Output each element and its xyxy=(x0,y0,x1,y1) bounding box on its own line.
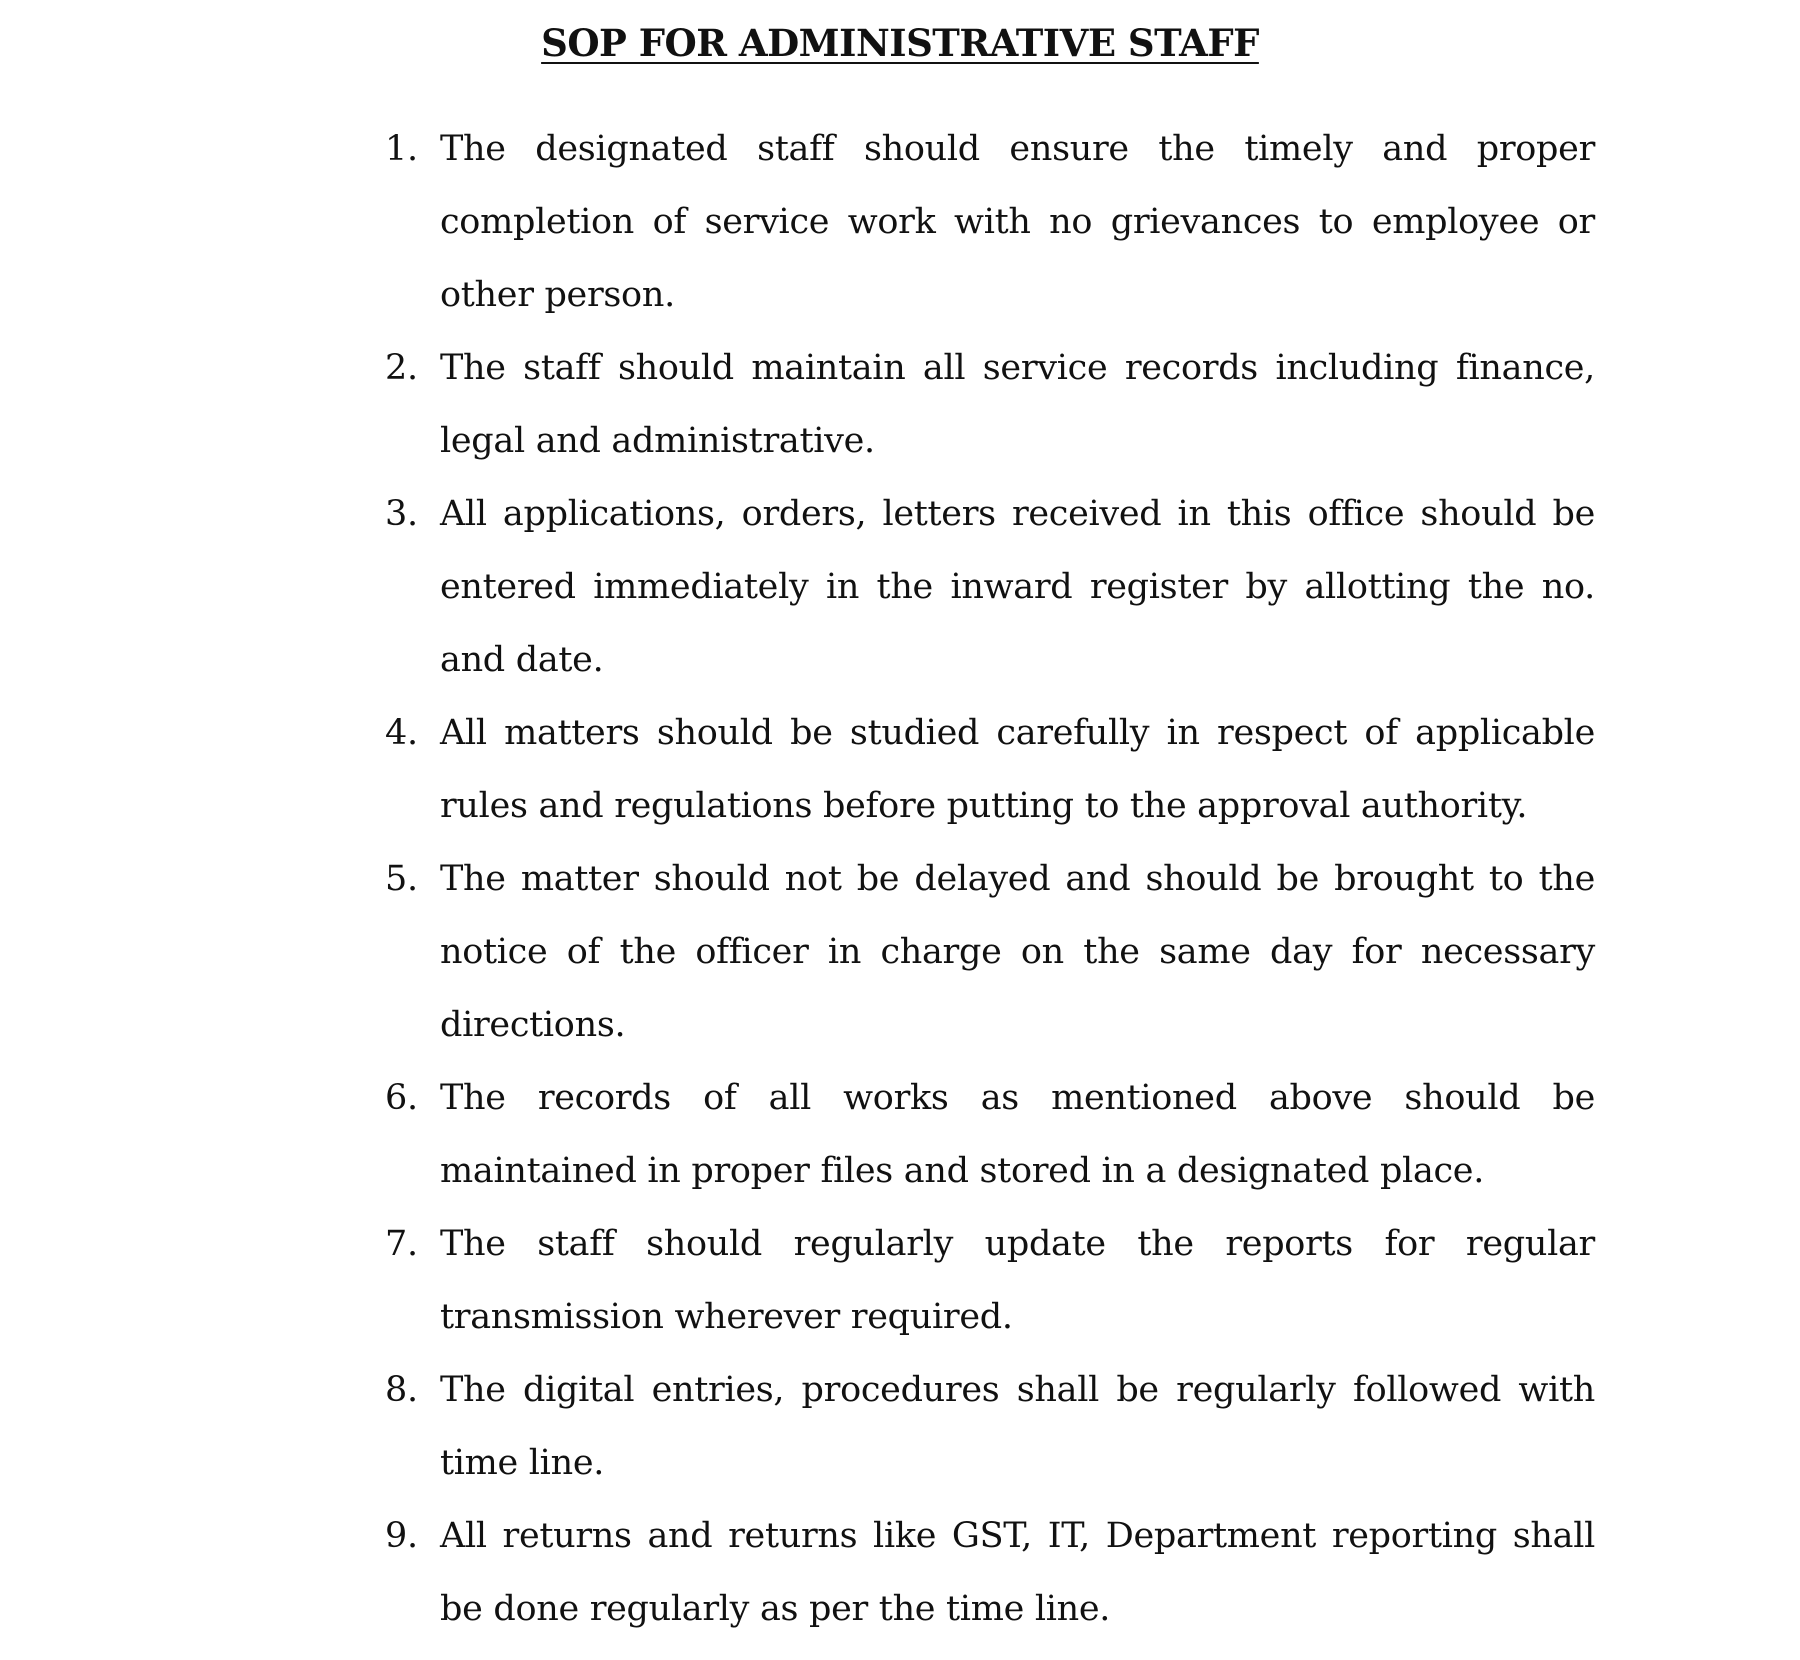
list-item xyxy=(385,332,1595,478)
list-item-text: All returns and returns like GST, IT, Department reporting shall be done regularly as per the time line. xyxy=(440,1516,1595,1629)
list-item xyxy=(385,113,1595,332)
list-item-text: The matter should not be delayed and should be brought to the notice of the officer in charge on the same day for necessary directions. xyxy=(440,859,1595,1045)
list-item-number: 3. xyxy=(385,494,418,534)
list-item-number: 1. xyxy=(385,129,418,169)
list-item xyxy=(385,1500,1595,1646)
list-item-number: 8. xyxy=(385,1370,418,1410)
list-item xyxy=(385,478,1595,697)
list-item-number: 5. xyxy=(385,859,418,899)
page-title: SOP FOR ADMINISTRATIVE STAFF xyxy=(541,21,1259,65)
list-item-number: 6. xyxy=(385,1078,418,1118)
list-item xyxy=(385,843,1595,1062)
list-item-text: The staff should maintain all service records including finance, legal and administrative. xyxy=(440,348,1595,461)
list-item-text: All applications, orders, letters received in this office should be entered immediately in the inward register by allotting the no. and date. xyxy=(440,494,1595,680)
list-item-text: The designated staff should ensure the timely and proper completion of service work with no grievances to employee or other person. xyxy=(440,129,1595,315)
list-item-text: The digital entries, procedures shall be regularly followed with time line. xyxy=(440,1370,1595,1483)
sop-list xyxy=(385,113,1595,1646)
list-item xyxy=(385,1354,1595,1500)
list-item-text: The records of all works as mentioned above should be maintained in proper files and stored in a designated place. xyxy=(440,1078,1595,1191)
list-item xyxy=(385,697,1595,843)
list-item-number: 2. xyxy=(385,348,418,388)
list-item xyxy=(385,1062,1595,1208)
list-item-text: All matters should be studied carefully in respect of applicable rules and regulations before putting to the approval authority. xyxy=(440,713,1595,826)
list-item-text: The staff should regularly update the reports for regular transmission wherever required. xyxy=(440,1224,1595,1337)
list-item xyxy=(385,1208,1595,1354)
list-item-number: 4. xyxy=(385,713,418,753)
list-item-number: 7. xyxy=(385,1224,418,1264)
list-item-number: 9. xyxy=(385,1516,418,1556)
